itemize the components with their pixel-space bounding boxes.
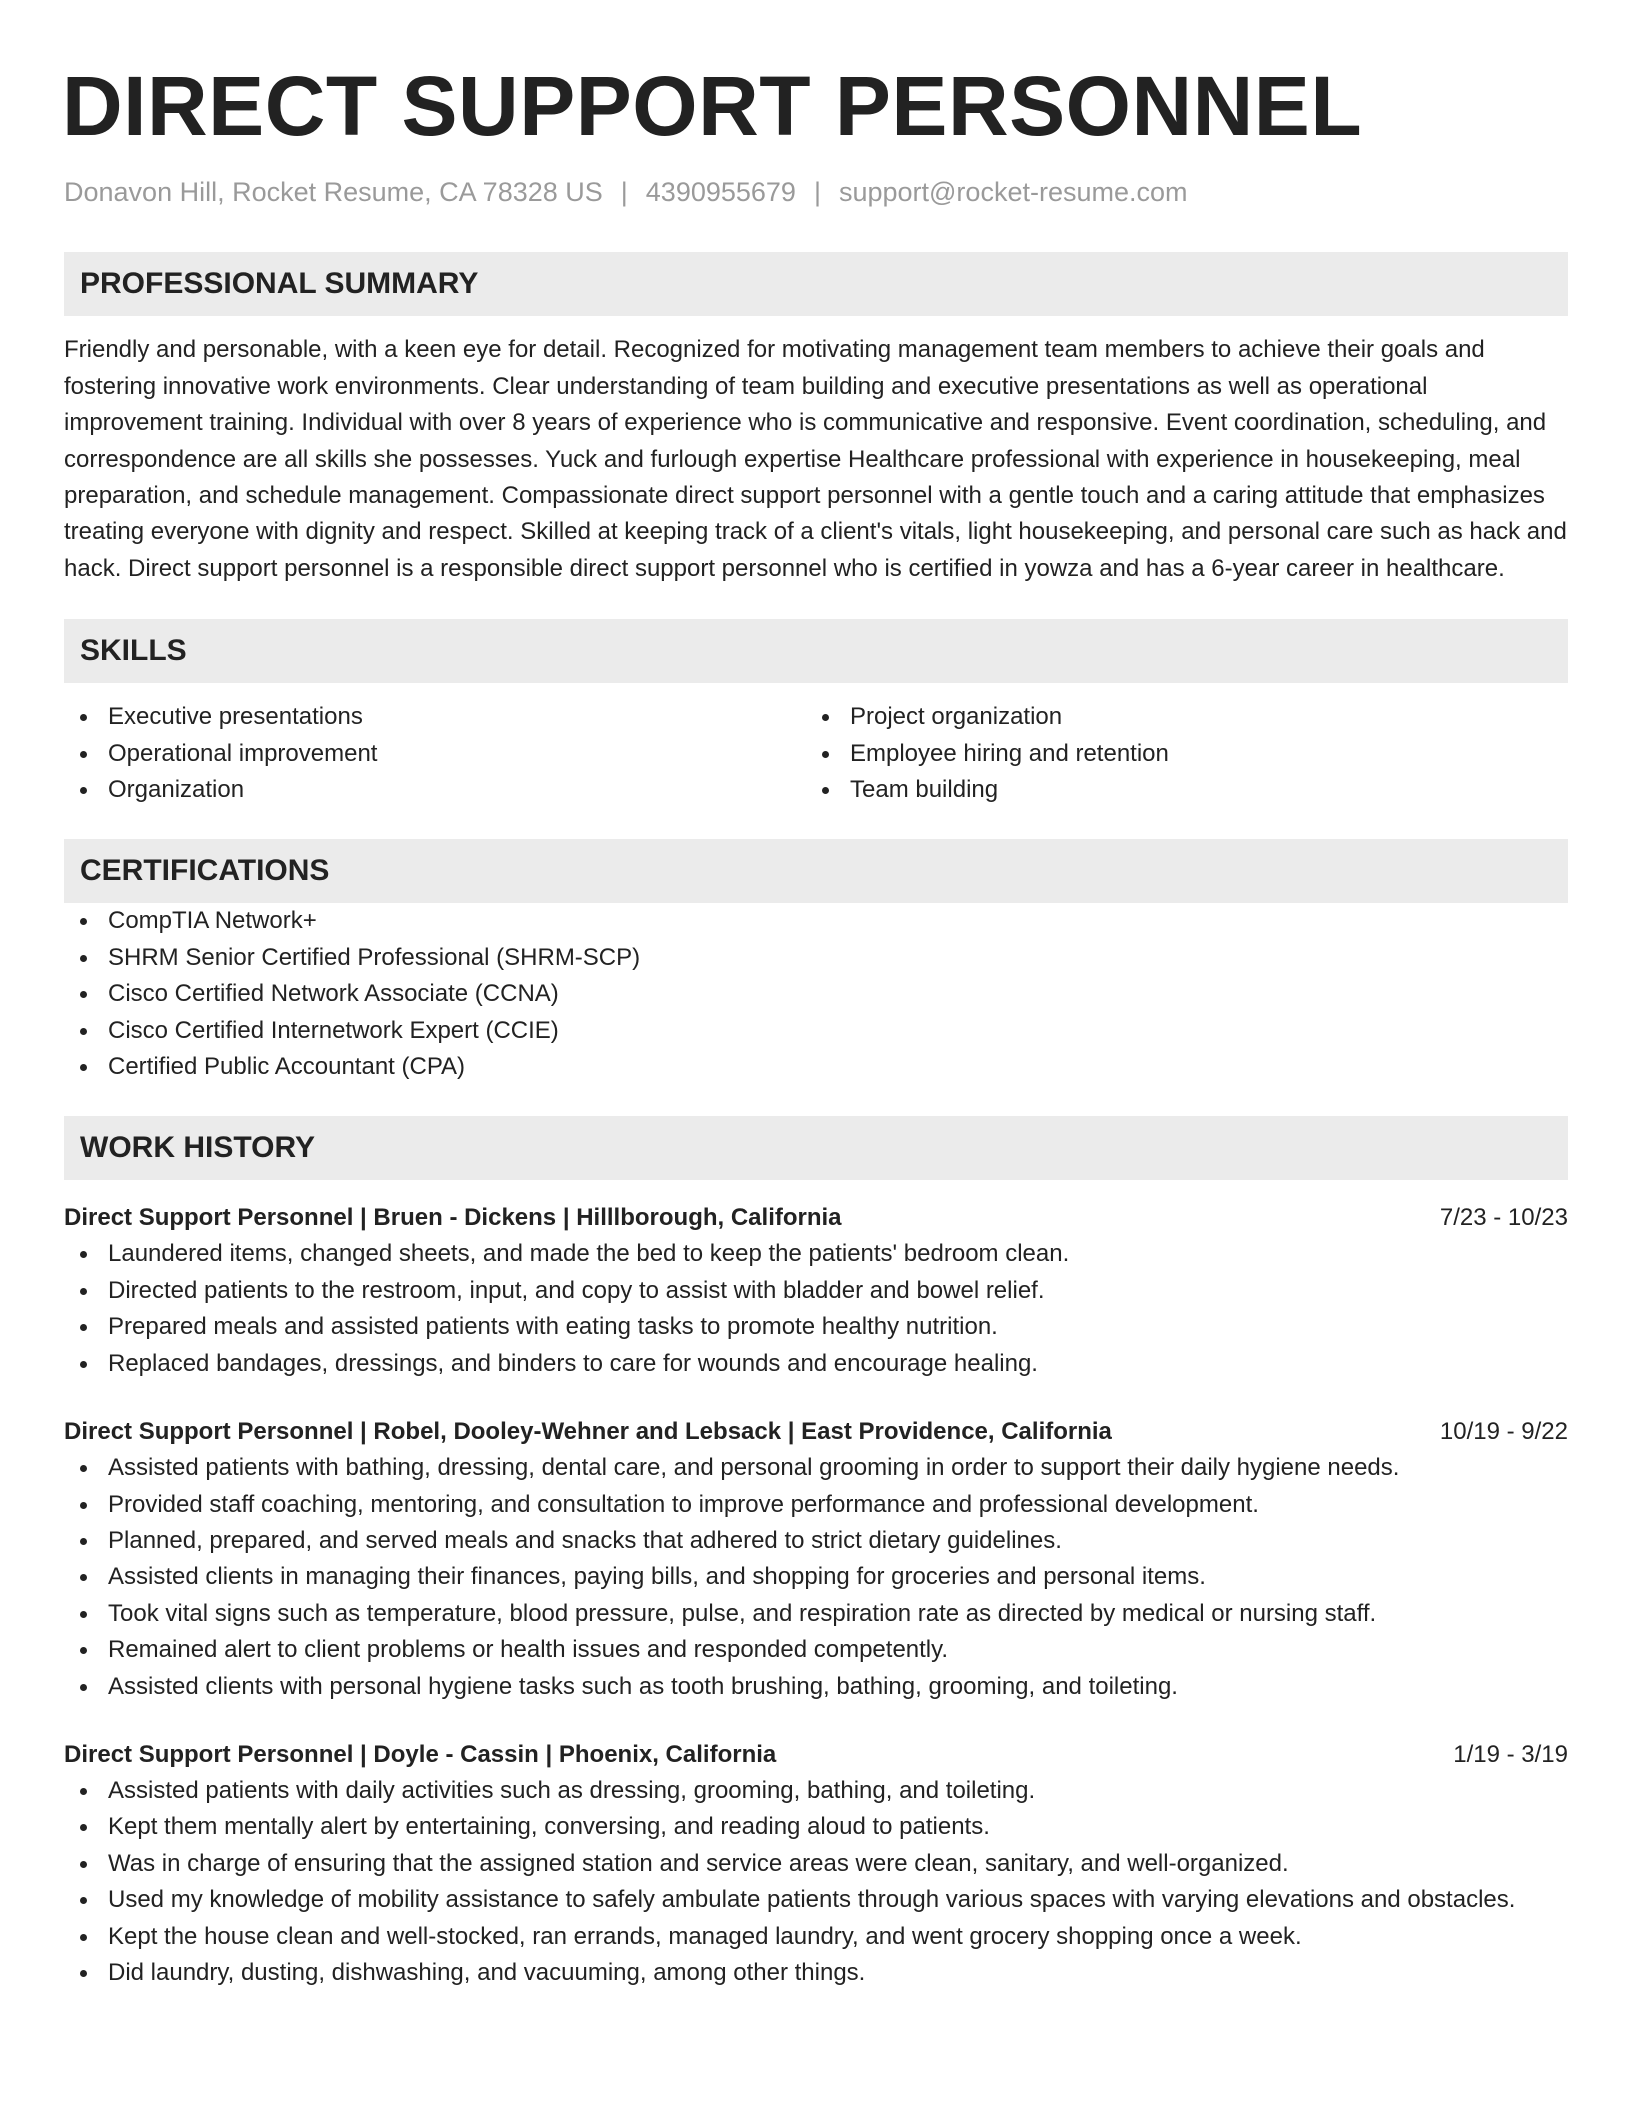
job-entry <box>64 1414 1568 1705</box>
job-entry <box>64 1200 1568 1382</box>
contact-line <box>64 176 1568 208</box>
contact-separator: | <box>620 177 628 207</box>
certifications-list <box>64 903 1568 1085</box>
job-bullets <box>64 1450 1568 1705</box>
job-header <box>64 1200 1568 1236</box>
job-dates: 7/23 - 10/23 <box>1439 1204 1568 1232</box>
job-bullet: Used my knowledge of mobility assistance to safely ambulate patients through various spaces with varying elevations and obstacles. <box>64 1882 1568 1918</box>
job-title: Direct Support Personnel | Doyle - Cassin | Phoenix, California <box>64 1740 777 1768</box>
skill-item: Employee hiring and retention <box>806 736 1548 772</box>
summary-heading: PROFESSIONAL SUMMARY <box>64 252 1568 316</box>
skill-item: Executive presentations <box>64 699 806 735</box>
contact-email[interactable]: support@rocket-resume.com <box>838 177 1188 207</box>
job-entry <box>64 1737 1568 1991</box>
job-bullets <box>64 1236 1568 1382</box>
certification-item: Certified Public Accountant (CPA) <box>64 1049 1568 1085</box>
skill-item: Operational improvement <box>64 736 806 772</box>
certification-item: CompTIA Network+ <box>64 903 1568 939</box>
skills-list-right <box>806 699 1548 808</box>
job-title: Direct Support Personnel | Robel, Dooley-Wehner and Lebsack | East Providence, California <box>64 1418 1112 1446</box>
certification-item: Cisco Certified Network Associate (CCNA) <box>64 976 1568 1012</box>
job-bullet: Prepared meals and assisted patients with eating tasks to promote healthy nutrition. <box>64 1309 1568 1345</box>
certifications-heading: CERTIFICATIONS <box>64 839 1568 903</box>
job-header <box>64 1737 1568 1773</box>
skill-item: Project organization <box>806 699 1548 735</box>
resume-title: DIRECT SUPPORT PERSONNEL <box>62 59 1363 153</box>
job-bullet: Kept them mentally alert by entertaining, conversing, and reading aloud to patients. <box>64 1809 1568 1845</box>
job-dates: 1/19 - 3/19 <box>1453 1740 1568 1768</box>
job-bullet: Planned, prepared, and served meals and snacks that adhered to strict dietary guidelines. <box>64 1523 1568 1559</box>
skills-grid <box>64 699 1568 808</box>
job-title: Direct Support Personnel | Bruen - Dickens | Hilllborough, California <box>64 1204 842 1232</box>
job-bullet: Was in charge of ensuring that the assigned station and service areas were clean, sanitary, and well-organized. <box>64 1846 1568 1882</box>
job-bullet: Directed patients to the restroom, input, and copy to assist with bladder and bowel relief. <box>64 1273 1568 1309</box>
job-bullet: Kept the house clean and well-stocked, ran errands, managed laundry, and went grocery shopping once a week. <box>64 1919 1568 1955</box>
work-history-heading: WORK HISTORY <box>64 1116 1568 1180</box>
job-bullet: Assisted patients with bathing, dressing, dental care, and personal grooming in order to support their daily hygiene needs. <box>64 1450 1568 1486</box>
contact-address: Donavon Hill, Rocket Resume, CA 78328 US <box>64 177 603 207</box>
job-bullets <box>64 1773 1568 1991</box>
certification-item: SHRM Senior Certified Professional (SHRM-SCP) <box>64 940 1568 976</box>
job-bullet: Assisted clients in managing their finances, paying bills, and shopping for groceries and personal items. <box>64 1559 1568 1595</box>
job-bullet: Provided staff coaching, mentoring, and consultation to improve performance and professional development. <box>64 1487 1568 1523</box>
job-bullet: Laundered items, changed sheets, and made the bed to keep the patients' bedroom clean. <box>64 1236 1568 1272</box>
job-bullet: Assisted clients with personal hygiene tasks such as tooth brushing, bathing, grooming, and toileting. <box>64 1669 1568 1705</box>
skill-item: Team building <box>806 772 1548 808</box>
contact-phone: 4390955679 <box>645 177 796 207</box>
skills-list-left <box>64 699 806 808</box>
job-bullet: Did laundry, dusting, dishwashing, and vacuuming, among other things. <box>64 1955 1568 1991</box>
job-bullet: Assisted patients with daily activities such as dressing, grooming, bathing, and toileting. <box>64 1773 1568 1809</box>
summary-text: Friendly and personable, with a keen eye for detail. Recognized for motivating management team members to achieve their goals and fostering innovative work environments. Clear understanding of team building and executive presentations as well as operational improvement training. Individual with over 8 years of experience who is communicative and responsive. Event coordination, scheduling, and correspondence are all skills she possesses. Yuck and furlough expertise Healthcare professional with experience in housekeeping, meal preparation, and schedule management. Compassionate direct support personnel with a gentle touch and a caring attitude that emphasizes treating everyone with dignity and respect. Skilled at keeping track of a client's vitals, light housekeeping, and personal care such as hack and hack. Direct support personnel is a responsible direct support personnel who is certified in yowza and has a 6-year career in healthcare. <box>64 336 1567 582</box>
job-bullet: Took vital signs such as temperature, blood pressure, pulse, and respiration rate as directed by medical or nursing staff. <box>64 1596 1568 1632</box>
job-dates: 10/19 - 9/22 <box>1439 1418 1568 1446</box>
job-header <box>64 1414 1568 1450</box>
certification-item: Cisco Certified Internetwork Expert (CCIE) <box>64 1013 1568 1049</box>
job-bullet: Replaced bandages, dressings, and binders to care for wounds and encourage healing. <box>64 1346 1568 1382</box>
contact-separator: | <box>813 177 821 207</box>
skills-heading: SKILLS <box>64 619 1568 683</box>
skill-item: Organization <box>64 772 806 808</box>
job-bullet: Remained alert to client problems or health issues and responded competently. <box>64 1632 1568 1668</box>
